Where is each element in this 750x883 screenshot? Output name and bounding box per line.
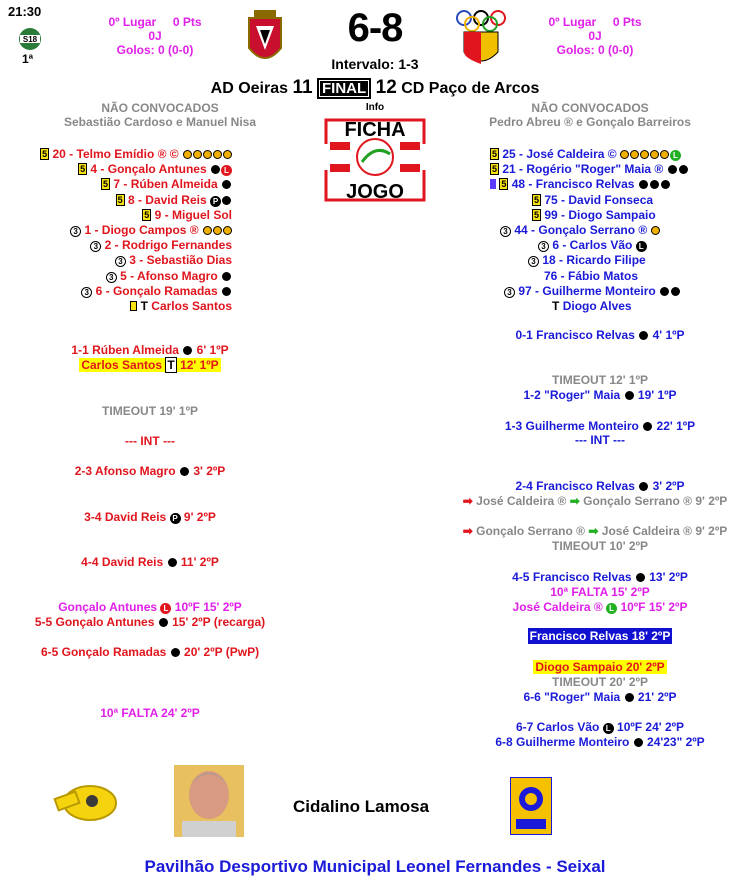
event-away-18: 6-8 Guilherme Monteiro 24'23" 2ºP xyxy=(495,735,705,749)
referee-name: Cidalino Lamosa xyxy=(293,797,430,816)
event-away-15: TIMEOUT 20' 2ºP xyxy=(552,675,648,689)
list-item: 5 48 - Francisco Relvas xyxy=(490,177,750,192)
list-item: 5 9 - Miguel Sol xyxy=(144,207,232,222)
event-home-10: 6-5 Gonçalo Ramadas 20' 2ºP (PwP) xyxy=(40,645,260,659)
event-home-1: 1-1 Rúben Almeida 6' 1ºP xyxy=(71,343,229,357)
whistle-icon xyxy=(52,775,122,825)
svg-text:JOGO: JOGO xyxy=(346,181,404,203)
event-home-7: 4-4 David Reis 11' 2ºP xyxy=(81,555,219,569)
teams-row: AD Oeiras 11 FINAL 12 CD Paço de Arcos xyxy=(210,77,540,98)
list-item: 5 20 - Telmo Emídio ® © xyxy=(0,147,232,162)
event-away-9: TIMEOUT 10' 2ºP xyxy=(552,539,648,553)
event-home-9: 5-5 Gonçalo Antunes 15' 2ºP (recarga) xyxy=(34,615,266,629)
home-players xyxy=(0,147,300,314)
age-badge-icon xyxy=(16,26,44,52)
halftime-score: Intervalo: 1-3 xyxy=(331,56,419,72)
event-away-8: ➡ Gonçalo Serrano ® ➡ José Caldeira ® 9' 2ºP xyxy=(462,524,728,538)
list-item: 5 25 - José Caldeira © L xyxy=(490,147,750,162)
list-item: 76 - Fábio Matos xyxy=(544,268,639,283)
list-item: 3 2 - Rodrigo Fernandes xyxy=(0,238,232,253)
list-item: 5 7 - Rúben Almeida xyxy=(0,177,232,192)
away-standing: 0º Lugar 0 Pts 0J Golos: 0 (0-0) xyxy=(548,15,642,57)
event-away-13: Francisco Relvas 18' 2ºP xyxy=(529,629,671,643)
venue: Pavilhão Desportivo Municipal Leonel Fernandes - Seixal xyxy=(144,857,606,876)
home-standing: 0º Lugar 0 Pts 0J Golos: 0 (0-0) xyxy=(108,15,202,57)
info-link[interactable]: Info xyxy=(365,102,385,113)
list-item: T Diogo Alves xyxy=(552,299,632,314)
event-away-6: 2-4 Francisco Relvas 3' 2ºP xyxy=(515,479,685,493)
event-away-11: 10ª FALTA 15' 2ºP xyxy=(550,585,650,599)
referee-photo xyxy=(174,765,244,837)
match-time: 21:30 xyxy=(8,4,42,19)
event-away-12: José Caldeira ® L 10ºF 15' 2ºP xyxy=(512,600,688,614)
svg-text:S18: S18 xyxy=(22,35,38,44)
event-away-16: 6-6 "Roger" Maia 21' 2ºP xyxy=(523,690,677,704)
home-crest-icon xyxy=(246,8,284,68)
event-home-6: 3-4 David Reis P 9' 2ºP xyxy=(84,510,216,524)
away-not-called: NÃO CONVOCADOS Pedro Abreu ® e Gonçalo Barreiros xyxy=(489,101,691,129)
event-away-4: 1-3 Guilherme Monteiro 22' 1ºP xyxy=(504,419,696,433)
round-number: 1ª xyxy=(22,52,34,66)
list-item: 5 4 - Gonçalo Antunes L xyxy=(0,162,232,177)
list-item: 5 99 - Diogo Sampaio xyxy=(534,207,656,222)
list-item: 5 21 - Rogério "Roger" Maia ® xyxy=(490,162,750,177)
event-away-3: 1-2 "Roger" Maia 19' 1ºP xyxy=(523,388,677,402)
match-sheet-logo[interactable] xyxy=(320,114,430,206)
list-item: 3 6 - Carlos Vão L xyxy=(490,238,750,253)
event-away-5: --- INT --- xyxy=(575,433,625,447)
svg-text:FICHA: FICHA xyxy=(344,119,406,141)
list-item: T Carlos Santos xyxy=(0,299,232,314)
event-home-5: 2-3 Afonso Magro 3' 2ºP xyxy=(74,464,226,478)
event-away-17: 6-7 Carlos Vão L 10ºF 24' 2ºP xyxy=(515,720,685,734)
list-item: 3 6 - Gonçalo Ramadas xyxy=(0,284,232,299)
event-away-14: Diogo Sampaio 20' 2ºP xyxy=(535,660,665,674)
event-home-11: 10ª FALTA 24' 2ºP xyxy=(100,706,200,720)
event-home-4: --- INT --- xyxy=(125,434,175,448)
home-not-called: NÃO CONVOCADOS Sebastião Cardoso e Manuel Nisa xyxy=(63,101,257,129)
event-home-3: TIMEOUT 19' 1ºP xyxy=(102,404,198,418)
event-away-10: 4-5 Francisco Relvas 13' 2ºP xyxy=(512,570,688,584)
event-away-1: 0-1 Francisco Relvas 4' 1ºP xyxy=(515,328,685,342)
association-logo-icon xyxy=(510,777,552,835)
final-score: 6-8 xyxy=(347,6,403,50)
list-item: 5 8 - David Reis P xyxy=(0,193,232,208)
list-item: 3 1 - Diogo Campos ® xyxy=(0,223,232,238)
event-away-7: ➡ José Caldeira ® ➡ Gonçalo Serrano ® 9' 2ºP xyxy=(462,494,728,508)
list-item: 5 75 - David Fonseca xyxy=(534,192,654,207)
list-item: 3 3 - Sebastião Dias xyxy=(0,253,232,268)
event-away-2: TIMEOUT 12' 1ºP xyxy=(552,373,648,387)
list-item: 3 44 - Gonçalo Serrano ® xyxy=(490,223,750,238)
status-badge: FINAL xyxy=(317,78,371,99)
away-crest-icon xyxy=(454,8,508,70)
event-home-2: Carlos Santos T 12' 1ºP xyxy=(81,358,219,372)
event-home-8: Gonçalo Antunes L 10ºF 15' 2ºP xyxy=(58,600,242,614)
list-item: 3 5 - Afonso Magro xyxy=(0,269,232,284)
list-item: 3 18 - Ricardo Filipe xyxy=(490,253,750,268)
list-item: 3 97 - Guilherme Monteiro xyxy=(490,284,750,299)
away-players xyxy=(450,147,750,314)
